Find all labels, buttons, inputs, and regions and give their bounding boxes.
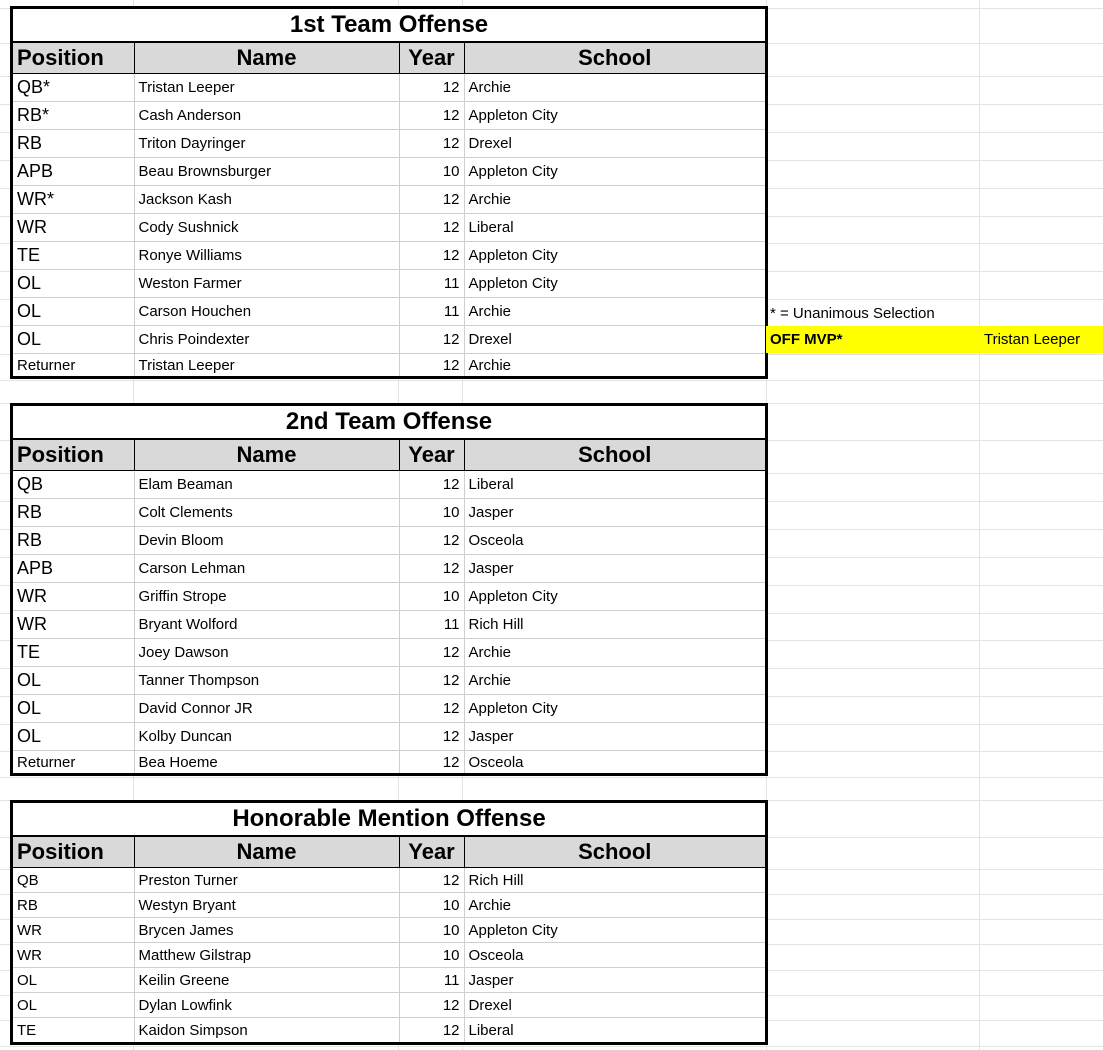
mvp-row (766, 326, 1103, 353)
cell-year[interactable]: 12 (399, 993, 464, 1018)
cell-position[interactable]: WR (13, 611, 134, 639)
cell-school[interactable]: Drexel (464, 130, 765, 158)
cell-position[interactable]: WR* (13, 186, 134, 214)
table-row (13, 918, 765, 943)
cell-name[interactable]: Chris Poindexter (134, 326, 399, 354)
table-row (13, 298, 765, 326)
cell-name[interactable]: Jackson Kash (134, 186, 399, 214)
cell-position[interactable]: OL (13, 968, 134, 993)
cell-year[interactable]: 12 (399, 130, 464, 158)
header-school[interactable]: School (464, 837, 765, 868)
cell-name[interactable]: Carson Lehman (134, 555, 399, 583)
cell-name[interactable]: Bryant Wolford (134, 611, 399, 639)
cell-school[interactable]: Archie (464, 667, 765, 695)
cell-school[interactable]: Liberal (464, 214, 765, 242)
cell-school[interactable]: Appleton City (464, 583, 765, 611)
cell-year[interactable]: 12 (399, 326, 464, 354)
cell-year[interactable]: 12 (399, 527, 464, 555)
cell-position[interactable]: WR (13, 583, 134, 611)
honorable-mention-title[interactable]: Honorable Mention Offense (13, 803, 765, 836)
table-row (13, 723, 765, 751)
cell-school[interactable]: Appleton City (464, 158, 765, 186)
cell-position[interactable]: WR (13, 943, 134, 968)
cell-position[interactable]: OL (13, 270, 134, 298)
cell-school[interactable]: Jasper (464, 723, 765, 751)
grid-line (0, 1046, 1103, 1047)
cell-name[interactable]: Westyn Bryant (134, 893, 399, 918)
table-row (13, 326, 765, 354)
cell-year[interactable]: 12 (399, 555, 464, 583)
cell-name[interactable]: Kaidon Simpson (134, 1018, 399, 1043)
cell-position[interactable]: APB (13, 158, 134, 186)
header-year[interactable]: Year (399, 440, 464, 471)
table-row (13, 695, 765, 723)
table-row (13, 130, 765, 158)
header-year[interactable]: Year (399, 837, 464, 868)
table-row (13, 354, 765, 377)
table-row (13, 611, 765, 639)
cell-year[interactable]: 11 (399, 611, 464, 639)
cell-position[interactable]: OL (13, 298, 134, 326)
cell-position[interactable]: QB* (13, 74, 134, 102)
cell-school[interactable]: Jasper (464, 499, 765, 527)
cell-name[interactable]: Tristan Leeper (134, 74, 399, 102)
cell-year[interactable]: 12 (399, 667, 464, 695)
grid-line (0, 777, 1103, 778)
cell-year[interactable]: 12 (399, 1018, 464, 1043)
cell-year[interactable]: 12 (399, 102, 464, 130)
cell-name[interactable]: Keilin Greene (134, 968, 399, 993)
table-row (13, 639, 765, 667)
cell-school[interactable]: Appleton City (464, 918, 765, 943)
cell-year[interactable]: 10 (399, 583, 464, 611)
table-row (13, 993, 765, 1018)
cell-name[interactable]: Matthew Gilstrap (134, 943, 399, 968)
cell-school[interactable]: Archie (464, 186, 765, 214)
cell-year[interactable]: 10 (399, 943, 464, 968)
cell-position[interactable]: RB (13, 499, 134, 527)
table-row (13, 270, 765, 298)
honorable-mention-grid (13, 836, 765, 1042)
grid-line (979, 326, 980, 353)
second-team-grid (13, 439, 765, 773)
table-row (13, 943, 765, 968)
cell-year[interactable]: 12 (399, 471, 464, 499)
cell-school[interactable]: Archie (464, 893, 765, 918)
cell-year[interactable]: 11 (399, 270, 464, 298)
cell-year[interactable]: 12 (399, 186, 464, 214)
unanimous-note[interactable]: * = Unanimous Selection (770, 305, 935, 322)
second-team-title[interactable]: 2nd Team Offense (13, 406, 765, 439)
first-team-grid (13, 42, 765, 376)
cell-name[interactable]: Cody Sushnick (134, 214, 399, 242)
table-row (13, 102, 765, 130)
cell-year[interactable]: 12 (399, 74, 464, 102)
cell-name[interactable]: Ronye Williams (134, 242, 399, 270)
table-row (13, 158, 765, 186)
cell-name[interactable]: Tanner Thompson (134, 667, 399, 695)
header-position[interactable]: Position (13, 440, 134, 471)
cell-position[interactable]: QB (13, 471, 134, 499)
header-name[interactable]: Name (134, 440, 399, 471)
first-team-title[interactable]: 1st Team Offense (13, 9, 765, 42)
cell-year[interactable]: 10 (399, 918, 464, 943)
cell-school[interactable]: Drexel (464, 993, 765, 1018)
cell-position[interactable]: OL (13, 993, 134, 1018)
cell-school[interactable]: Archie (464, 74, 765, 102)
cell-position[interactable]: TE (13, 1018, 134, 1043)
cell-name[interactable]: Joey Dawson (134, 639, 399, 667)
cell-year[interactable]: 12 (399, 723, 464, 751)
mvp-label[interactable]: OFF MVP* (770, 331, 843, 348)
cell-year[interactable]: 12 (399, 695, 464, 723)
cell-school[interactable]: Osceola (464, 943, 765, 968)
table-row (13, 74, 765, 102)
cell-school[interactable]: Jasper (464, 968, 765, 993)
cell-position[interactable]: QB (13, 868, 134, 893)
grid-line (0, 380, 1103, 381)
cell-position[interactable]: OL (13, 326, 134, 354)
grid-line (979, 0, 980, 1050)
cell-year[interactable]: 12 (399, 214, 464, 242)
cell-year[interactable]: 10 (399, 499, 464, 527)
mvp-name[interactable]: Tristan Leeper (984, 331, 1081, 348)
cell-school[interactable]: Archie (464, 298, 765, 326)
table-row (13, 555, 765, 583)
table-row (13, 583, 765, 611)
cell-year[interactable]: 10 (399, 158, 464, 186)
cell-school[interactable]: Archie (464, 639, 765, 667)
header-school[interactable]: School (464, 43, 765, 74)
cell-year[interactable]: 12 (399, 242, 464, 270)
cell-year[interactable]: 12 (399, 639, 464, 667)
cell-position[interactable]: WR (13, 214, 134, 242)
table-row (13, 751, 765, 774)
table-row (13, 242, 765, 270)
cell-school[interactable]: Appleton City (464, 270, 765, 298)
header-name[interactable]: Name (134, 837, 399, 868)
cell-name[interactable]: Beau Brownsburger (134, 158, 399, 186)
cell-school[interactable]: Rich Hill (464, 868, 765, 893)
cell-school[interactable]: Osceola (464, 527, 765, 555)
cell-name[interactable]: Bea Hoeme (134, 751, 399, 774)
table-row (13, 499, 765, 527)
cell-year[interactable]: 11 (399, 968, 464, 993)
table-row (13, 186, 765, 214)
cell-name[interactable]: Weston Farmer (134, 270, 399, 298)
cell-position[interactable]: OL (13, 695, 134, 723)
cell-year[interactable]: 12 (399, 868, 464, 893)
cell-name[interactable]: Triton Dayringer (134, 130, 399, 158)
cell-name[interactable]: Dylan Lowfink (134, 993, 399, 1018)
table-row (13, 868, 765, 893)
first-team-table (10, 6, 768, 379)
table-row (13, 1018, 765, 1043)
cell-name[interactable]: Preston Turner (134, 868, 399, 893)
cell-position[interactable]: RB (13, 130, 134, 158)
cell-name[interactable]: Colt Clements (134, 499, 399, 527)
cell-name[interactable]: Brycen James (134, 918, 399, 943)
header-year[interactable]: Year (399, 43, 464, 74)
cell-name[interactable]: Tristan Leeper (134, 354, 399, 377)
cell-school[interactable]: Appleton City (464, 242, 765, 270)
table-row (13, 968, 765, 993)
cell-name[interactable]: Devin Bloom (134, 527, 399, 555)
header-position[interactable]: Position (13, 43, 134, 74)
header-row (13, 43, 765, 74)
header-row (13, 440, 765, 471)
honorable-mention-table (10, 800, 768, 1045)
cell-position[interactable]: TE (13, 242, 134, 270)
cell-position[interactable]: RB (13, 527, 134, 555)
cell-name[interactable]: Elam Beaman (134, 471, 399, 499)
header-name[interactable]: Name (134, 43, 399, 74)
cell-position[interactable]: RB (13, 893, 134, 918)
cell-school[interactable]: Liberal (464, 1018, 765, 1043)
table-row (13, 527, 765, 555)
cell-school[interactable]: Rich Hill (464, 611, 765, 639)
cell-name[interactable]: Kolby Duncan (134, 723, 399, 751)
cell-school[interactable]: Drexel (464, 326, 765, 354)
cell-year[interactable]: 10 (399, 893, 464, 918)
header-position[interactable]: Position (13, 837, 134, 868)
cell-name[interactable]: Griffin Strope (134, 583, 399, 611)
table-row (13, 893, 765, 918)
header-school[interactable]: School (464, 440, 765, 471)
second-team-table (10, 403, 768, 776)
cell-school[interactable]: Osceola (464, 751, 765, 774)
cell-position[interactable]: Returner (13, 354, 134, 377)
table-row (13, 471, 765, 499)
cell-position[interactable]: OL (13, 667, 134, 695)
table-row (13, 214, 765, 242)
cell-school[interactable]: Archie (464, 354, 765, 377)
header-row (13, 837, 765, 868)
cell-position[interactable]: TE (13, 639, 134, 667)
table-row (13, 667, 765, 695)
cell-position[interactable]: OL (13, 723, 134, 751)
cell-position[interactable]: APB (13, 555, 134, 583)
cell-school[interactable]: Jasper (464, 555, 765, 583)
cell-position[interactable]: Returner (13, 751, 134, 774)
cell-school[interactable]: Liberal (464, 471, 765, 499)
cell-name[interactable]: Cash Anderson (134, 102, 399, 130)
cell-position[interactable]: WR (13, 918, 134, 943)
cell-position[interactable]: RB* (13, 102, 134, 130)
cell-name[interactable]: David Connor JR (134, 695, 399, 723)
cell-year[interactable]: 12 (399, 354, 464, 377)
cell-school[interactable]: Appleton City (464, 102, 765, 130)
cell-school[interactable]: Appleton City (464, 695, 765, 723)
cell-year[interactable]: 11 (399, 298, 464, 326)
cell-year[interactable]: 12 (399, 751, 464, 774)
cell-name[interactable]: Carson Houchen (134, 298, 399, 326)
